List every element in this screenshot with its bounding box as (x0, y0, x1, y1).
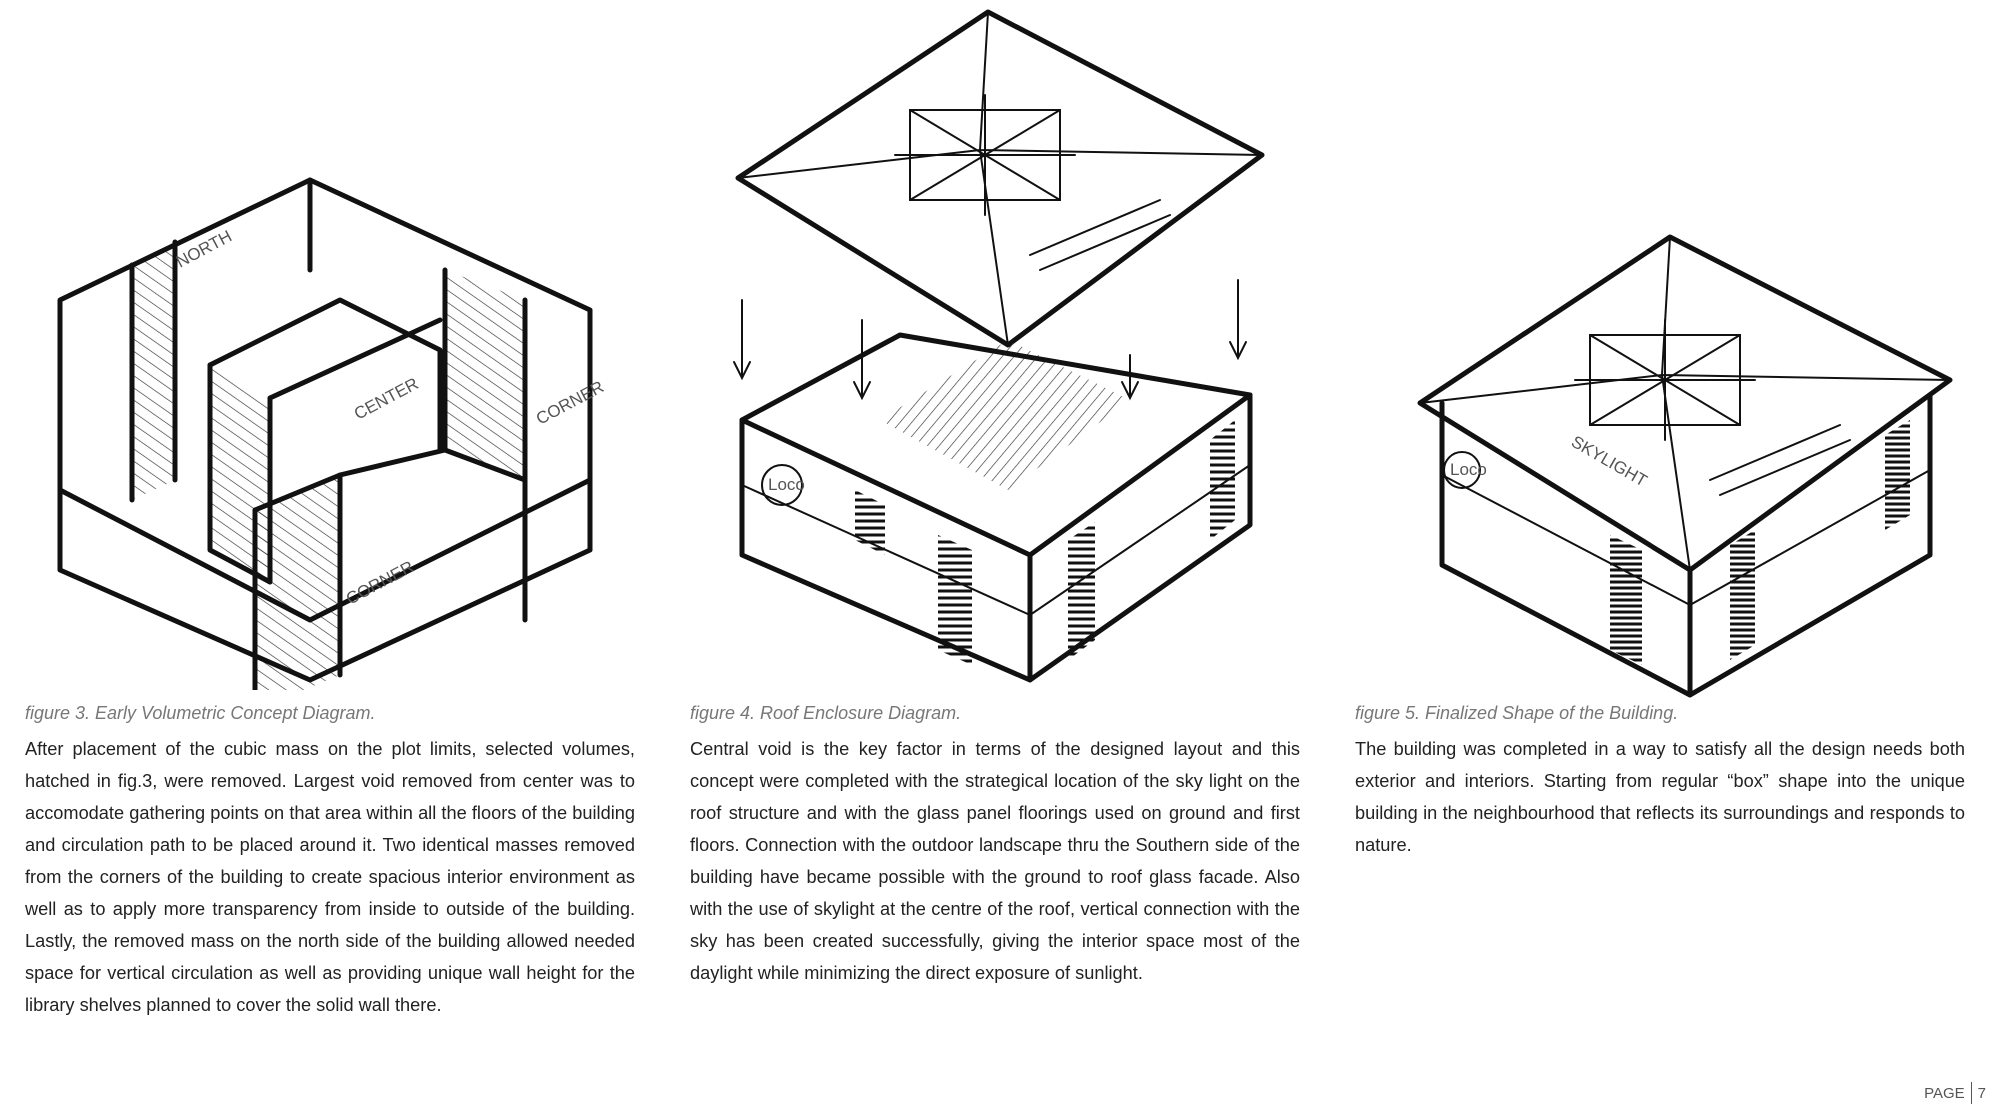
corner-front-label: CORNER (342, 557, 417, 609)
north-label: NORTH (172, 226, 235, 272)
figure-4-sketch (690, 0, 1310, 700)
center-label: CENTER (350, 373, 422, 424)
skylight-label: SKYLIGHT (1568, 432, 1651, 491)
page-divider (1971, 1082, 1972, 1104)
figure-5-caption: figure 5. Finalized Shape of the Building. (1355, 703, 1679, 723)
figure-3-description: After placement of the cubic mass on the plot limits, selected volumes, hatched in fig.3, were removed. Largest void removed from center was to accomodate gathering points on that area within all the floors of the building and circulation path to be placed around it. Two identical masses removed from the corners of the building to create spacious interior environment as well as to apply more transparency from inside to outside of the building. Lastly, the removed mass on the north side of the building allowed needed space for vertical circulation as well as providing unique wall height for the library shelves planned to cover the solid wall there. (25, 739, 635, 1015)
corner-right-label: CORNER (532, 377, 607, 429)
page-label: PAGE (1924, 1084, 1965, 1102)
figure-4-description: Central void is the key factor in terms of the designed layout and this concept were completed with the strategical location of the sky light on the roof structure and with the glass panel floorings used on ground and first floors. Connection with the outdoor landscape thru the Southern side of the building have became possible with the ground to roof glass facade. Also with the use of skylight at the centre of the roof, vertical connection with the sky has been created successfully, giving the interior space most of the daylight while minimizing the direct exposure of sunlight. (690, 739, 1300, 983)
figure-3-caption: figure 3. Early Volumetric Concept Diagram. (25, 703, 376, 723)
figure-5-description: The building was completed in a way to satisfy all the design needs both exterior and interiors. Starting from regular “box” shape into the unique building in the neighbourhood that reflects its surroundings and responds to nature. (1355, 739, 1965, 855)
page-footer (1924, 1082, 1986, 1104)
figure-5-sketch (1380, 225, 1980, 705)
figure-4-caption: figure 4. Roof Enclosure Diagram. (690, 703, 962, 723)
logo-label-fig5: Loco (1450, 460, 1487, 479)
figure-3-sketch (20, 150, 640, 690)
page-number: 7 (1977, 1084, 1986, 1102)
logo-label: Loco (768, 475, 805, 494)
